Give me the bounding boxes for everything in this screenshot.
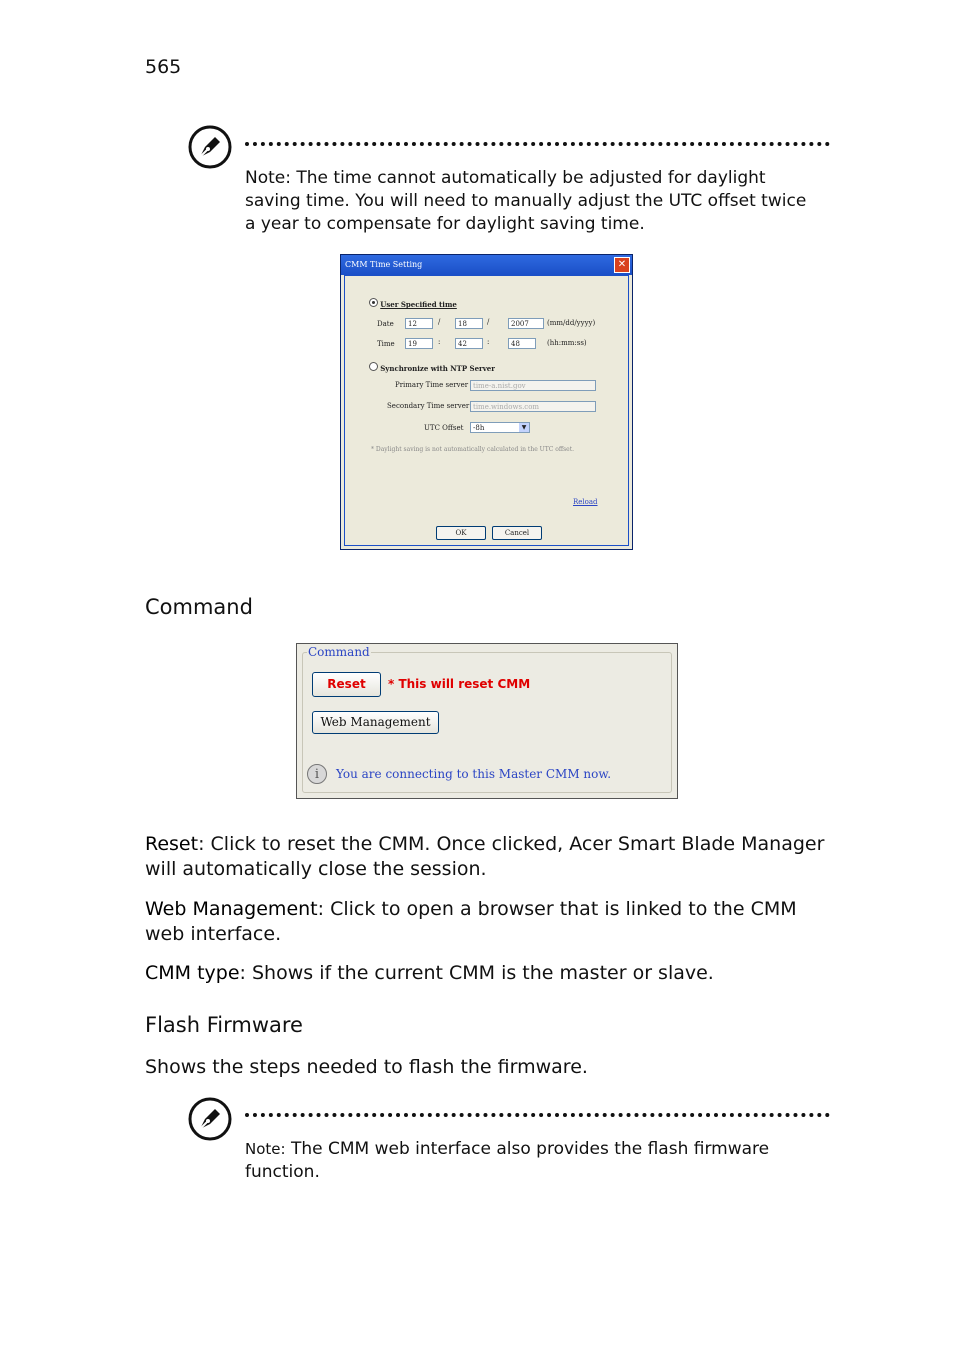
time-second-input[interactable]: 48 <box>508 338 536 349</box>
primary-server-input[interactable]: time-a.nist.gov <box>470 380 596 391</box>
secondary-server-label: Secondary Time server <box>387 402 470 410</box>
dialog-title: CMM Time Setting <box>341 255 632 275</box>
reset-description <box>145 832 835 882</box>
close-icon[interactable]: ✕ <box>614 257 630 273</box>
cmm-type-text: : Shows if the current CMM is the master or slave. <box>239 962 714 984</box>
radio-user-time[interactable] <box>369 298 378 307</box>
reset-text: : Click to reset the CMM. Once clicked, Acer Smart Blade Manager will automatically close the session. <box>145 833 825 880</box>
note-line: The CMM web interface also provides the flash firmware <box>285 1139 770 1159</box>
reset-warning: * This will reset CMM <box>388 677 531 691</box>
daylight-note: * Daylight saving is not automatically calculated in the UTC offset. <box>371 446 575 453</box>
command-heading: Command <box>145 595 253 619</box>
command-legend: Command <box>308 645 370 659</box>
note-2 <box>245 1138 835 1184</box>
web-management-button[interactable]: Web Management <box>312 711 439 734</box>
date-label: Date <box>377 320 394 328</box>
note-1 <box>245 167 835 236</box>
dialog-body <box>344 275 629 546</box>
user-time-option[interactable] <box>369 298 457 309</box>
date-separator: / <box>487 318 490 326</box>
utc-offset-select[interactable] <box>470 422 530 433</box>
cmm-type-description <box>145 961 835 986</box>
secondary-server-input[interactable]: time.windows.com <box>470 401 596 412</box>
time-format: (hh:mm:ss) <box>547 339 587 347</box>
date-format: (mm/dd/yyyy) <box>547 319 596 327</box>
note-line: function. <box>245 1162 320 1182</box>
note-line: : The time cannot automatically be adjusted for daylight <box>285 168 766 188</box>
info-icon: i <box>307 764 327 784</box>
utc-offset-value: -8h <box>473 424 485 432</box>
note-line: saving time. You will need to manually adjust the UTC offset twice <box>245 191 807 211</box>
date-separator: / <box>438 318 441 326</box>
note-pen-icon <box>188 1097 232 1141</box>
web-management-description <box>145 897 835 947</box>
primary-server-label: Primary Time server <box>395 381 469 389</box>
note-pen-icon <box>188 125 232 169</box>
connection-status: You are connecting to this Master CMM now. <box>336 767 612 781</box>
time-separator: : <box>438 338 441 346</box>
reset-button[interactable]: Reset <box>312 672 381 697</box>
note-line: a year to compensate for daylight saving time. <box>245 214 645 234</box>
web-management-term: Web Management <box>145 898 318 920</box>
ntp-label: Synchronize with NTP Server <box>380 364 495 373</box>
utc-offset-label: UTC Offset <box>424 424 464 432</box>
date-day-input[interactable]: 18 <box>455 318 483 329</box>
ok-button[interactable]: OK <box>436 526 486 540</box>
dropdown-arrow-icon[interactable]: ▼ <box>519 423 529 432</box>
page-number: 565 <box>145 56 182 78</box>
time-separator: : <box>487 338 490 346</box>
date-year-input[interactable]: 2007 <box>508 318 544 329</box>
radio-ntp[interactable] <box>369 362 378 371</box>
note-label: Note: <box>245 1140 286 1158</box>
reset-term: Reset <box>145 833 199 855</box>
date-month-input[interactable]: 12 <box>405 318 433 329</box>
reload-link[interactable]: Reload <box>573 498 598 506</box>
flash-firmware-text: Shows the steps needed to flash the firmware. <box>145 1056 588 1078</box>
note-divider <box>245 142 830 146</box>
cmm-type-term: CMM type <box>145 962 240 984</box>
ntp-option[interactable] <box>369 362 495 373</box>
command-panel <box>296 643 678 799</box>
note-label: Note <box>245 168 286 188</box>
note-divider <box>245 1113 830 1117</box>
user-time-label: User Specified time <box>380 300 457 309</box>
time-setting-dialog <box>340 254 633 550</box>
cancel-button[interactable]: Cancel <box>492 526 542 540</box>
time-hour-input[interactable]: 19 <box>405 338 433 349</box>
web-management-text: : Click to open a browser that is linked to the CMM web interface. <box>145 898 797 945</box>
time-minute-input[interactable]: 42 <box>455 338 483 349</box>
flash-firmware-heading: Flash Firmware <box>145 1013 303 1037</box>
time-label: Time <box>377 340 395 348</box>
